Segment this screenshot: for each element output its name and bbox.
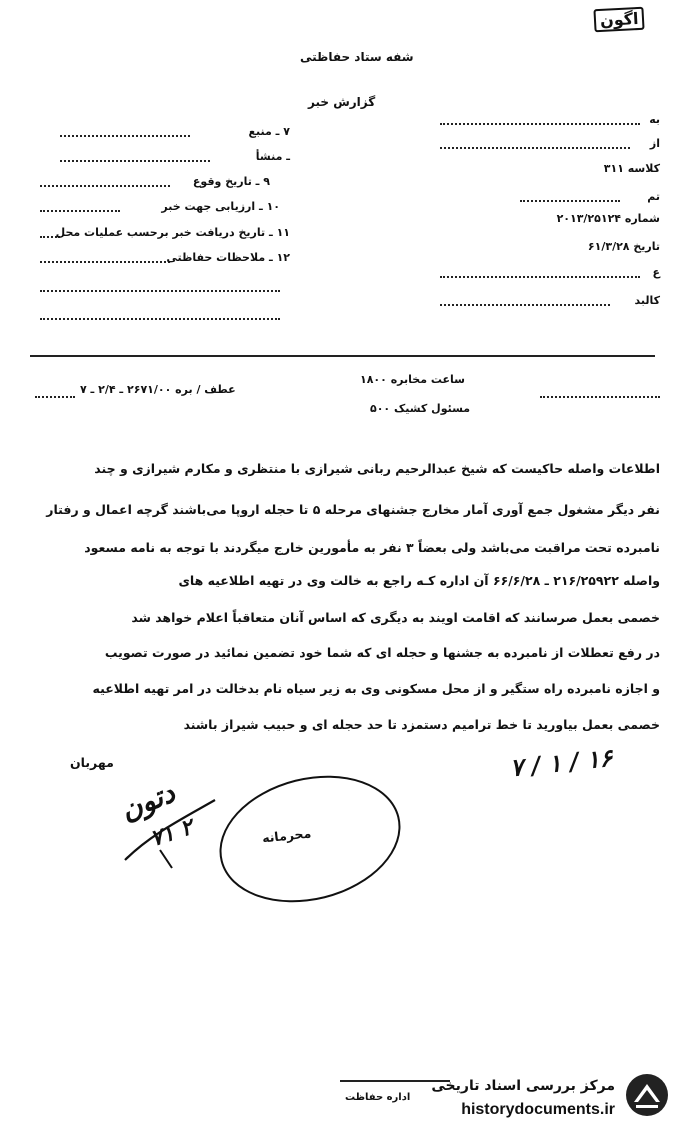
right-field-label: ع (652, 266, 660, 279)
body-line: نفر دیگر مشغول جمع آوری آمار مخارج جشنهای مرحله ۵ تا حجله اروپا می‌باشند گرچه اعمال و رفتار (46, 502, 660, 517)
left-field-label: ۷ ـ منبع (248, 125, 290, 138)
circle-stamp-text: محرمانه (261, 825, 312, 846)
right-field-label: از (649, 137, 660, 150)
heading-title: گزارش خبر (308, 95, 376, 109)
left-field-label: ۱۱ ـ تاریخ دریافت خبر برحسب عملیات محل (55, 226, 290, 239)
separator-line (30, 355, 655, 357)
right-field-label: تاریخ ۶۱/۳/۲۸ (587, 240, 660, 253)
right-field-label: کالبد (634, 294, 660, 307)
right-field-label: به (649, 113, 660, 126)
left-field-label: ۹ ـ تاریخ وقوع (192, 175, 270, 188)
left-field-label: ۱۰ ـ ارزیابی جهت خبر (161, 200, 280, 213)
right-field-label: کلاسه ۳۱۱ (603, 162, 660, 175)
top-stamp: اگون (593, 7, 645, 33)
signature-left: دتون (115, 775, 180, 828)
responsible-officer: مسئول کشیک ۵۰۰ (370, 402, 471, 415)
date-signature: ۷ / ۱ / ۱۶ (508, 742, 614, 783)
blank-line (540, 396, 660, 398)
body-line: واصله ۲۱۶/۲۵۹۲۲ ـ ۶۶/۶/۲۸ آن اداره کـه راجع به خالت وی در تهیه اطلاعیه های (178, 573, 660, 588)
meeting-time: ساعت مخابره ۱۸۰۰ (360, 373, 465, 386)
body-line: اطلاعات واصله حاکیست که شیخ عبدالرحیم ربانی شیرازی با منتظری و مکارم شیرازی و چند (94, 461, 660, 476)
body-line: در رفع تعطلات از نامبرده به جشنها و حجله ای که شما خود تضمین نمائید در صورت تصویب (104, 645, 660, 660)
footer-archive-name: مرکز بررسی اسناد تاریخی (431, 1078, 615, 1094)
right-field-label: تم (647, 190, 660, 203)
signature-stroke-icon (120, 790, 270, 870)
footer-archive-url: historydocuments.ir (461, 1101, 615, 1118)
body-line: خصمی بعمل بیاورید تا خط ترامیم دستمزد تا حد حجله ای و حبیب شیراز باشند (183, 717, 660, 732)
reference-number: عطف / بره ۲۶۷۱/۰۰ ـ ۲/۴ ـ ۷ (80, 383, 236, 396)
blank-line (40, 290, 280, 292)
bottom-stamp-text: اداره حفاظت (345, 1092, 411, 1103)
left-field-label: ـ منشأ (255, 150, 290, 163)
blank-line (35, 396, 75, 398)
body-line: نامبرده تحت مراقبت می‌باشد ولی بعضاً ۳ نفر به مأمورین خارج میگردند با توجه به نامه مسعود (84, 540, 660, 555)
signature-marks: ۷۱ ۲ (147, 813, 197, 853)
blank-line (40, 318, 280, 320)
heading-office: شفه ستاد حفاظتی (300, 50, 414, 64)
body-line: و اجازه نامبرده راه ستگیر و از محل مسکونی وی به زیر سیاه نام بدخالت در امر تهیه اطلاعیه (92, 681, 660, 696)
left-field-label: ۱۲ ـ ملاحظات حفاظتی (166, 251, 290, 264)
body-line: خصمی بعمل صرسانند که اقامت اویند به دیگری که اساس آنان متعاقباً اعلام خواهد شد (131, 610, 660, 625)
closing-text: مهربان (70, 755, 114, 770)
archive-logo-icon (624, 1072, 670, 1118)
right-field-label: شماره ۲۰۱۳/۲۵۱۲۴ (556, 212, 660, 225)
